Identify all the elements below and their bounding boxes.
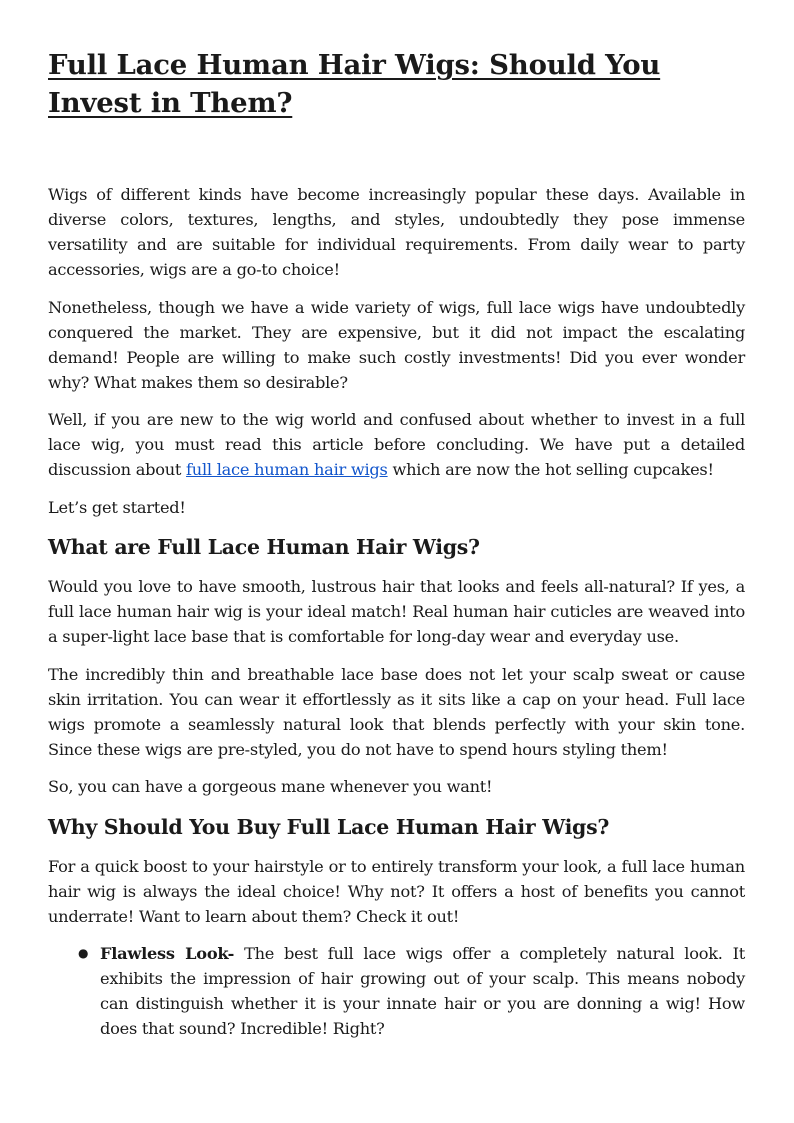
intro-paragraph-3-text-start: Well, if you are new to the wig world and confused about whether to invest in a full lace wig, you must read this article before concluding. We have put a detailed discussion about — [48, 410, 745, 479]
section2-paragraph-1: For a quick boost to your hairstyle or to entirely transform your look, a full lace human hair wig is always the ideal choice! Why not? It offers a host of benefits you cannot underrate! Want to learn about them? Check it out! — [48, 856, 745, 926]
intro-paragraph-2: Nonetheless, though we have a wide variety of wigs, full lace wigs have undoubtedly conquered the market. They are expensive, but it did not impact the escalating demand! People are willing to make such costly investments! Did you ever wonder why? What makes them so desirable? — [48, 297, 745, 392]
intro-paragraph-3 — [48, 407, 745, 482]
full-lace-wigs-link[interactable]: full lace human hair wigs — [186, 460, 388, 479]
benefits-list — [48, 941, 745, 1041]
section-heading-why-buy: Why Should You Buy Full Lace Human Hair Wigs? — [48, 814, 610, 839]
spacer — [48, 122, 745, 182]
bullet-icon: ● — [78, 946, 89, 960]
bullet-label: Flawless Look- — [100, 944, 235, 963]
section1-paragraph-3: So, you can have a gorgeous mane whenever you want! — [48, 777, 493, 796]
section1-paragraph-1: Would you love to have smooth, lustrous hair that looks and feels all-natural? If yes, a full lace human hair wig is your ideal match! Real human hair cuticles are weaved into a super-light lace base that is comfortable for long-day wear and everyday use. — [48, 577, 745, 646]
intro-paragraph-4: Let’s get started! — [48, 497, 186, 517]
bullet-text: The best full lace wigs offer a completely natural look. It exhibits the impression of hair growing out of your scalp. This means nobody can distinguish whether it is your innate hair or you are donning a wig! How does that sound? Incredible! Right? — [100, 944, 745, 1038]
intro-paragraph-1: Wigs of different kinds have become increasingly popular these days. Available in diverse colors, textures, lengths, and styles, undoubtedly they pose immense versatility and are suitable for individual requirements. From daily wear to party accessories, wigs are a go-to choice! — [48, 185, 745, 279]
list-item — [48, 941, 745, 1041]
section1-paragraph-2: The incredibly thin and breathable lace base does not let your scalp sweat or cause skin irritation. You can wear it effortlessly as it sits like a cap on your head. Full lace wigs promote a seamlessly natural look that blends perfectly with your skin tone. Since these wigs are pre-styled, you do not have to spend hours styling them! — [48, 664, 745, 759]
intro-paragraph-3-text-end: which are now the hot selling cupcakes! — [387, 460, 714, 479]
section-heading-what-are: What are Full Lace Human Hair Wigs? — [48, 535, 480, 559]
article-title: Full Lace Human Hair Wigs: Should You Invest in Them? — [48, 49, 661, 119]
document-page — [48, 46, 745, 1041]
